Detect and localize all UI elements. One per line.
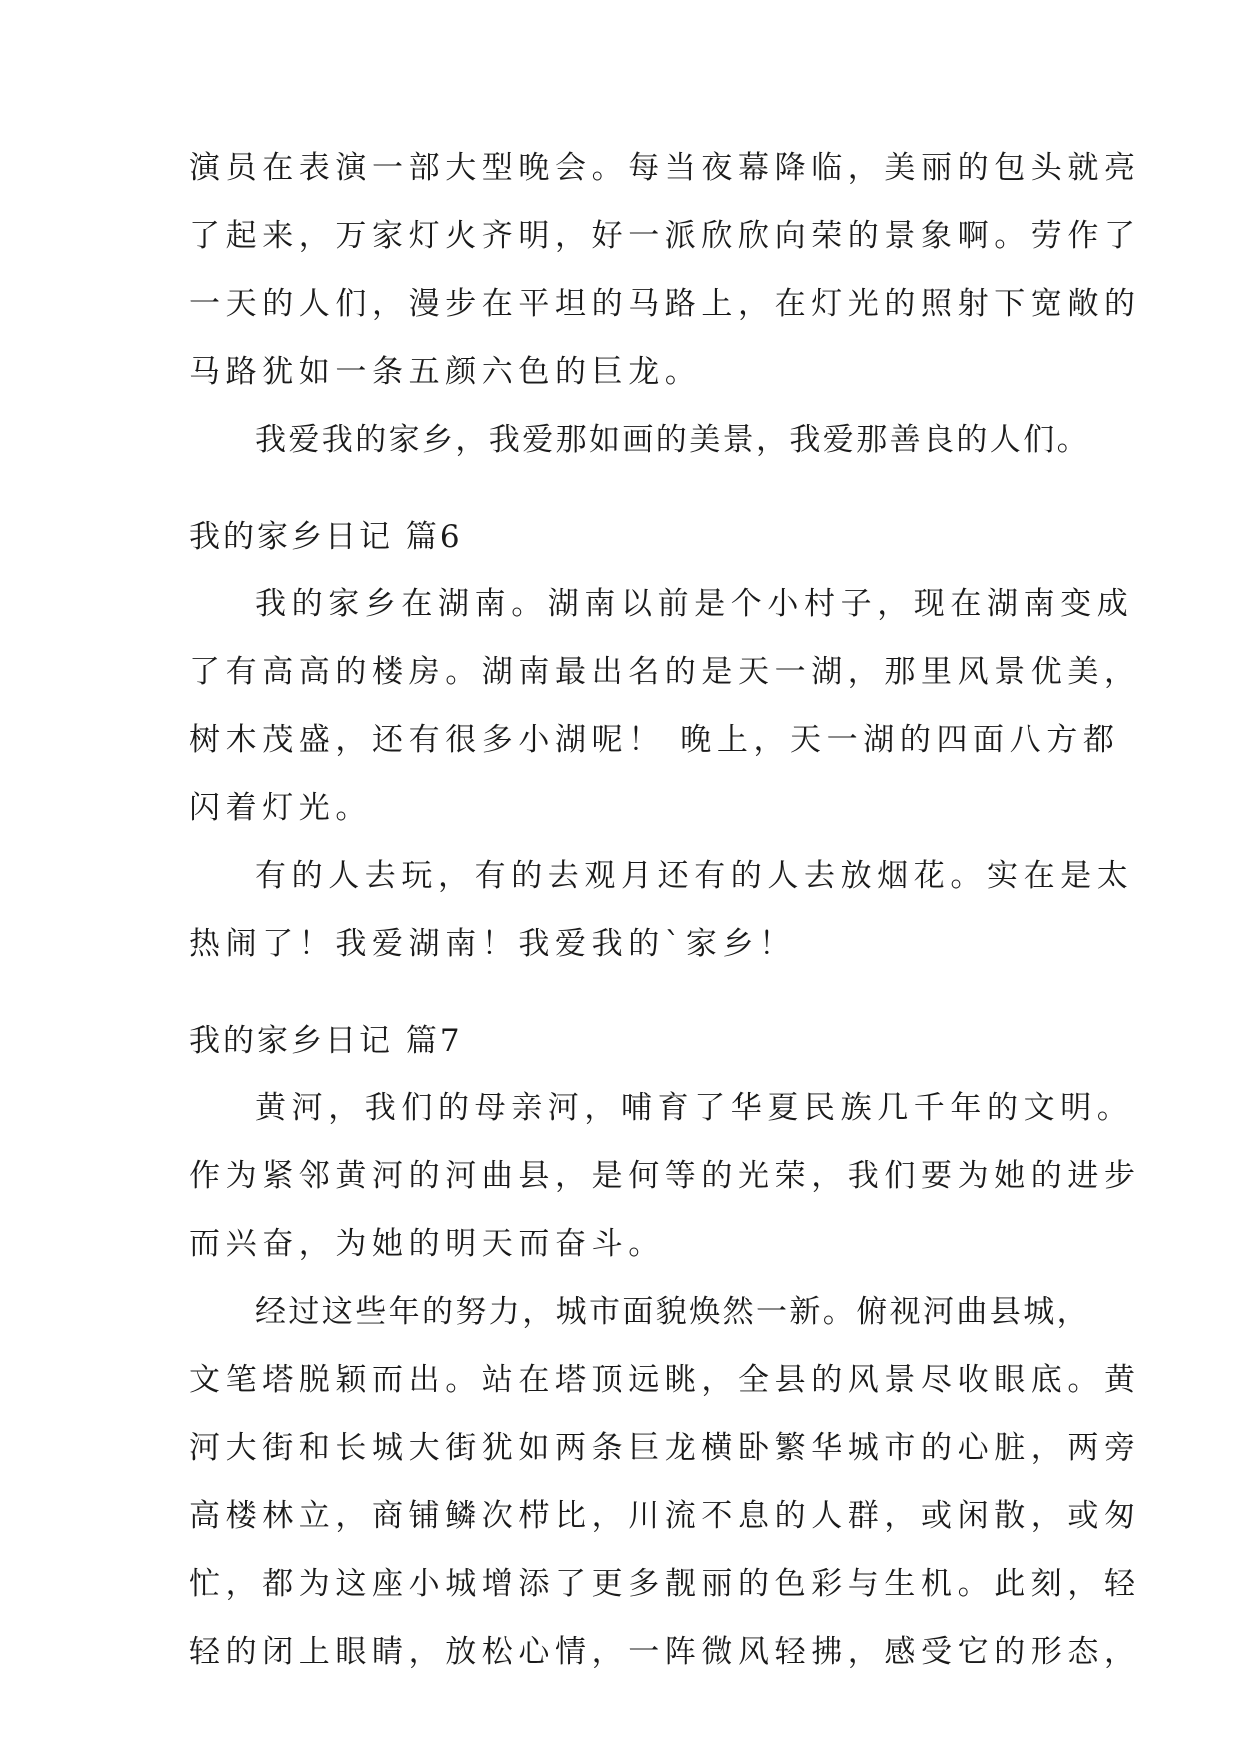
paragraph-line: 我的家乡在湖南。湖南以前是个小村子，现在湖南变成 [255,586,1134,622]
paragraph-line: 高楼林立，商铺鳞次栉比，川流不息的人群，或闲散，或匆 [189,1498,1141,1534]
paragraph-line: 轻的闭上眼睛，放松心情，一阵微风轻拂，感受它的形态， [189,1634,1141,1670]
paragraph-line: 忙，都为这座小城增添了更多靓丽的色彩与生机。此刻，轻 [189,1566,1141,1602]
paragraph-line: 一天的人们，漫步在平坦的马路上，在灯光的照射下宽敞的 [189,286,1141,322]
paragraph-line: 黄河，我们的母亲河，哺育了华夏民族几千年的文明。 [255,1090,1134,1126]
paragraph-line: 有的人去玩，有的去观月还有的人去放烟花。实在是太 [255,858,1134,894]
paragraph-line: 我爱我的家乡，我爱那如画的美景，我爱那善良的人们。 [255,422,1090,458]
section-heading: 我的家乡日记 篇6 [189,519,463,555]
paragraph-line: 马路犹如一条五颜六色的巨龙。 [189,354,702,390]
paragraph-line: 而兴奋，为她的明天而奋斗。 [189,1226,665,1262]
paragraph-line: 作为紧邻黄河的河曲县，是何等的光荣，我们要为她的进步 [189,1158,1141,1194]
paragraph-line: 树木茂盛，还有很多小湖呢！ 晚上，天一湖的四面八方都 [189,722,1120,758]
paragraph-line: 了有高高的楼房。湖南最出名的是天一湖，那里风景优美， [189,654,1141,690]
paragraph-line: 热闹了！我爱湖南！我爱我的`家乡！ [189,926,796,962]
paragraph-line: 河大街和长城大街犹如两条巨龙横卧繁华城市的心脏，两旁 [189,1430,1141,1466]
paragraph-line: 闪着灯光。 [189,790,372,826]
paragraph-line: 文笔塔脱颖而出。站在塔顶远眺，全县的风景尽收眼底。黄 [189,1362,1141,1398]
paragraph-line: 经过这些年的努力，城市面貌焕然一新。俯视河曲县城， [255,1294,1090,1330]
paragraph-line: 演员在表演一部大型晚会。每当夜幕降临，美丽的包头就亮 [189,150,1141,186]
section-heading: 我的家乡日记 篇7 [189,1023,463,1059]
paragraph-line: 了起来，万家灯火齐明，好一派欣欣向荣的景象啊。劳作了 [189,218,1141,254]
